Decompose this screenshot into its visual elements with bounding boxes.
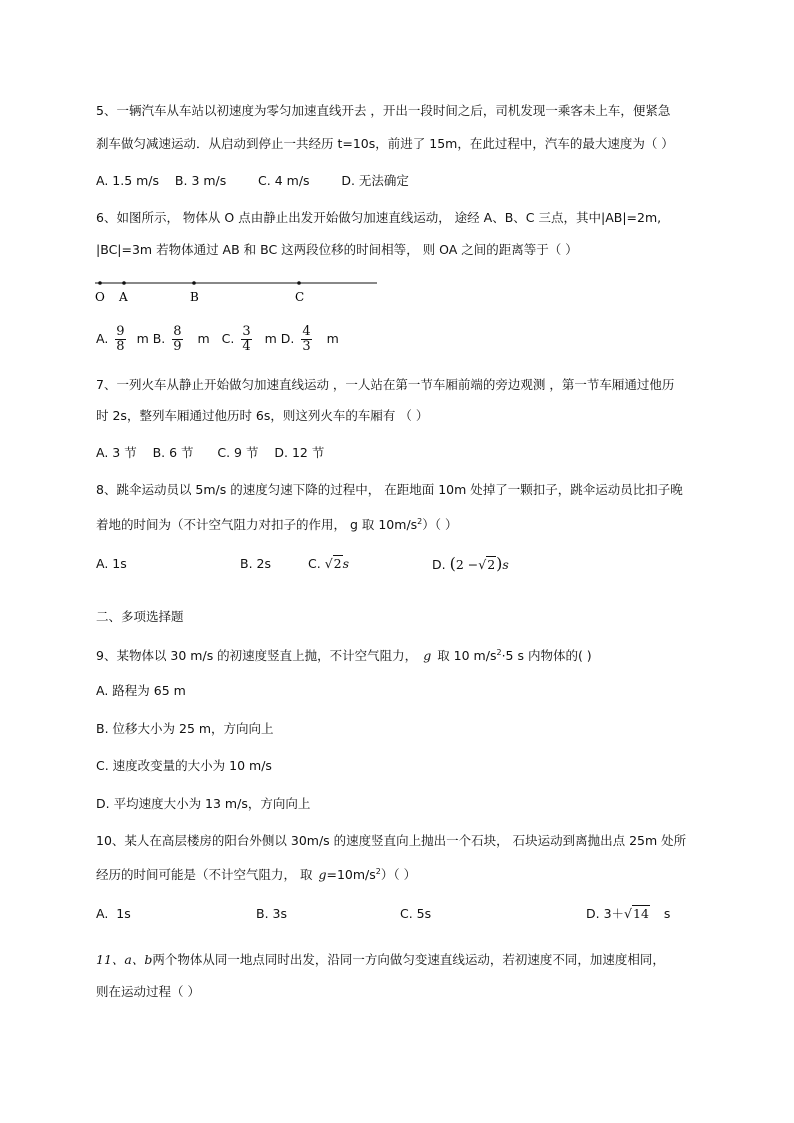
q6-opt-a-label: A. [96,331,109,346]
point-o [98,281,102,285]
q6-line1: 6、如图所示， 物体从 O 点由静止出发开始做匀加速直线运动， 途经 A、B、C 三点，其中|AB|=2m, [96,210,662,225]
q10-line1: 10、某人在高层楼房的阳台外侧以 30m/s 的速度竖直向上抛出一个石块， 石块运动到离抛出点 25m 处所 [96,833,687,848]
q8-opt-c: C. √2s [308,556,350,571]
q6-frac-a: $\frac{9}{8}$ [116,324,125,354]
q8-line1: 8、跳伞运动员以 5m/s 的速度匀速下降的过程中， 在距地面 10m 处掉了一颗扣子，跳伞运动员比扣子晚 [96,482,683,497]
q10-line2: 经历的时间可能是（不计空气阻力， 取 $g=10m/s^2$）（ ） [96,867,417,883]
q7-line2: 时 2s，整列车厢通过他历时 6s，则这列火车的车厢有 （ ） [96,408,429,423]
point-a [122,281,126,285]
q5-line1: 5、一辆汽车从车站以初速度为零匀加速直线开去 ，开出一段时间之后，司机发现一乘客未上车，便紧急 [96,103,671,118]
q9-option-d: D. 平均速度大小为 13 m/s，方向向上 [96,796,311,811]
q6-frac-c: $\frac{3}{4}$ [242,324,251,354]
section-multiple-choice: 二、多项选择题 [96,609,184,624]
q9-option-c: C. 速度改变量的大小为 10 m/s [96,758,272,773]
q8-opt-d: D. (2 −√2)s [432,554,509,573]
q11-line2: 则在运动过程（ ） [96,984,200,999]
q6-options: A. $\frac{9}{8}$ m B. $\frac{8}{9}$ m C. $\frac{3}{4}$ m D. $\frac{4}{3}$ m [96,324,339,354]
q6-frac-b: $\frac{8}{9}$ [173,324,182,354]
q11-line1: 11、a、b两个物体从同一地点同时出发，沿同一方向做匀变速直线运动，若初速度不同，加速度相同， [96,952,665,967]
q6-line2: |BC|=3m 若物体通过 AB 和 BC 这两段位移的时间相等， 则 OA 之间的距离等于（ ） [96,242,578,257]
q8-opt-a: A. 1s [96,556,127,571]
q10-opt-b: B. 3s [256,906,287,921]
q9-option-b: B. 位移大小为 25 m，方向向上 [96,721,274,736]
q5-line2: 刹车做匀减速运动．从启动到停止一共经历 t=10s，前进了 15m，在此过程中，汽车的最大速度为（ ） [96,136,674,151]
q7-options: A. 3 节 B. 6 节 C. 9 节 D. 12 节 [96,445,325,460]
q9-line1: 9、某物体以 30 m/s 的初速度竖直上抛，不计空气阻力， g 取 10 $m/s^2\cdot 5$ s 内物体的( ) [96,648,592,664]
q5-options: A. 1.5 m/s B. 3 m/s C. 4 m/s D. 无法确定 [96,173,409,188]
label-o: O [95,290,105,304]
q8-line2: 着地的时间为（不计空气阻力对扣子的作用， g 取 $10m/s^2$）（ ） [96,517,458,533]
q10-opt-d: D. 3＋√14 s [586,906,671,921]
q9-option-a: A. 路程为 65 m [96,683,186,698]
q10-opt-c: C. 5s [400,906,432,921]
q8-opt-b: B. 2s [240,556,271,571]
q10-opt-a: A. 1s [96,906,131,921]
q6-frac-d: $\frac{4}{3}$ [302,324,311,354]
point-c [297,281,301,285]
label-a: A [119,290,128,304]
q6-figure [90,274,390,310]
q7-line1: 7、一列火车从静止开始做匀加速直线运动 ，一人站在第一节车厢前端的旁边观测 ，第一节车厢通过他历 [96,377,675,392]
label-b: B [190,290,199,304]
point-b [192,281,196,285]
label-c: C [295,290,305,304]
